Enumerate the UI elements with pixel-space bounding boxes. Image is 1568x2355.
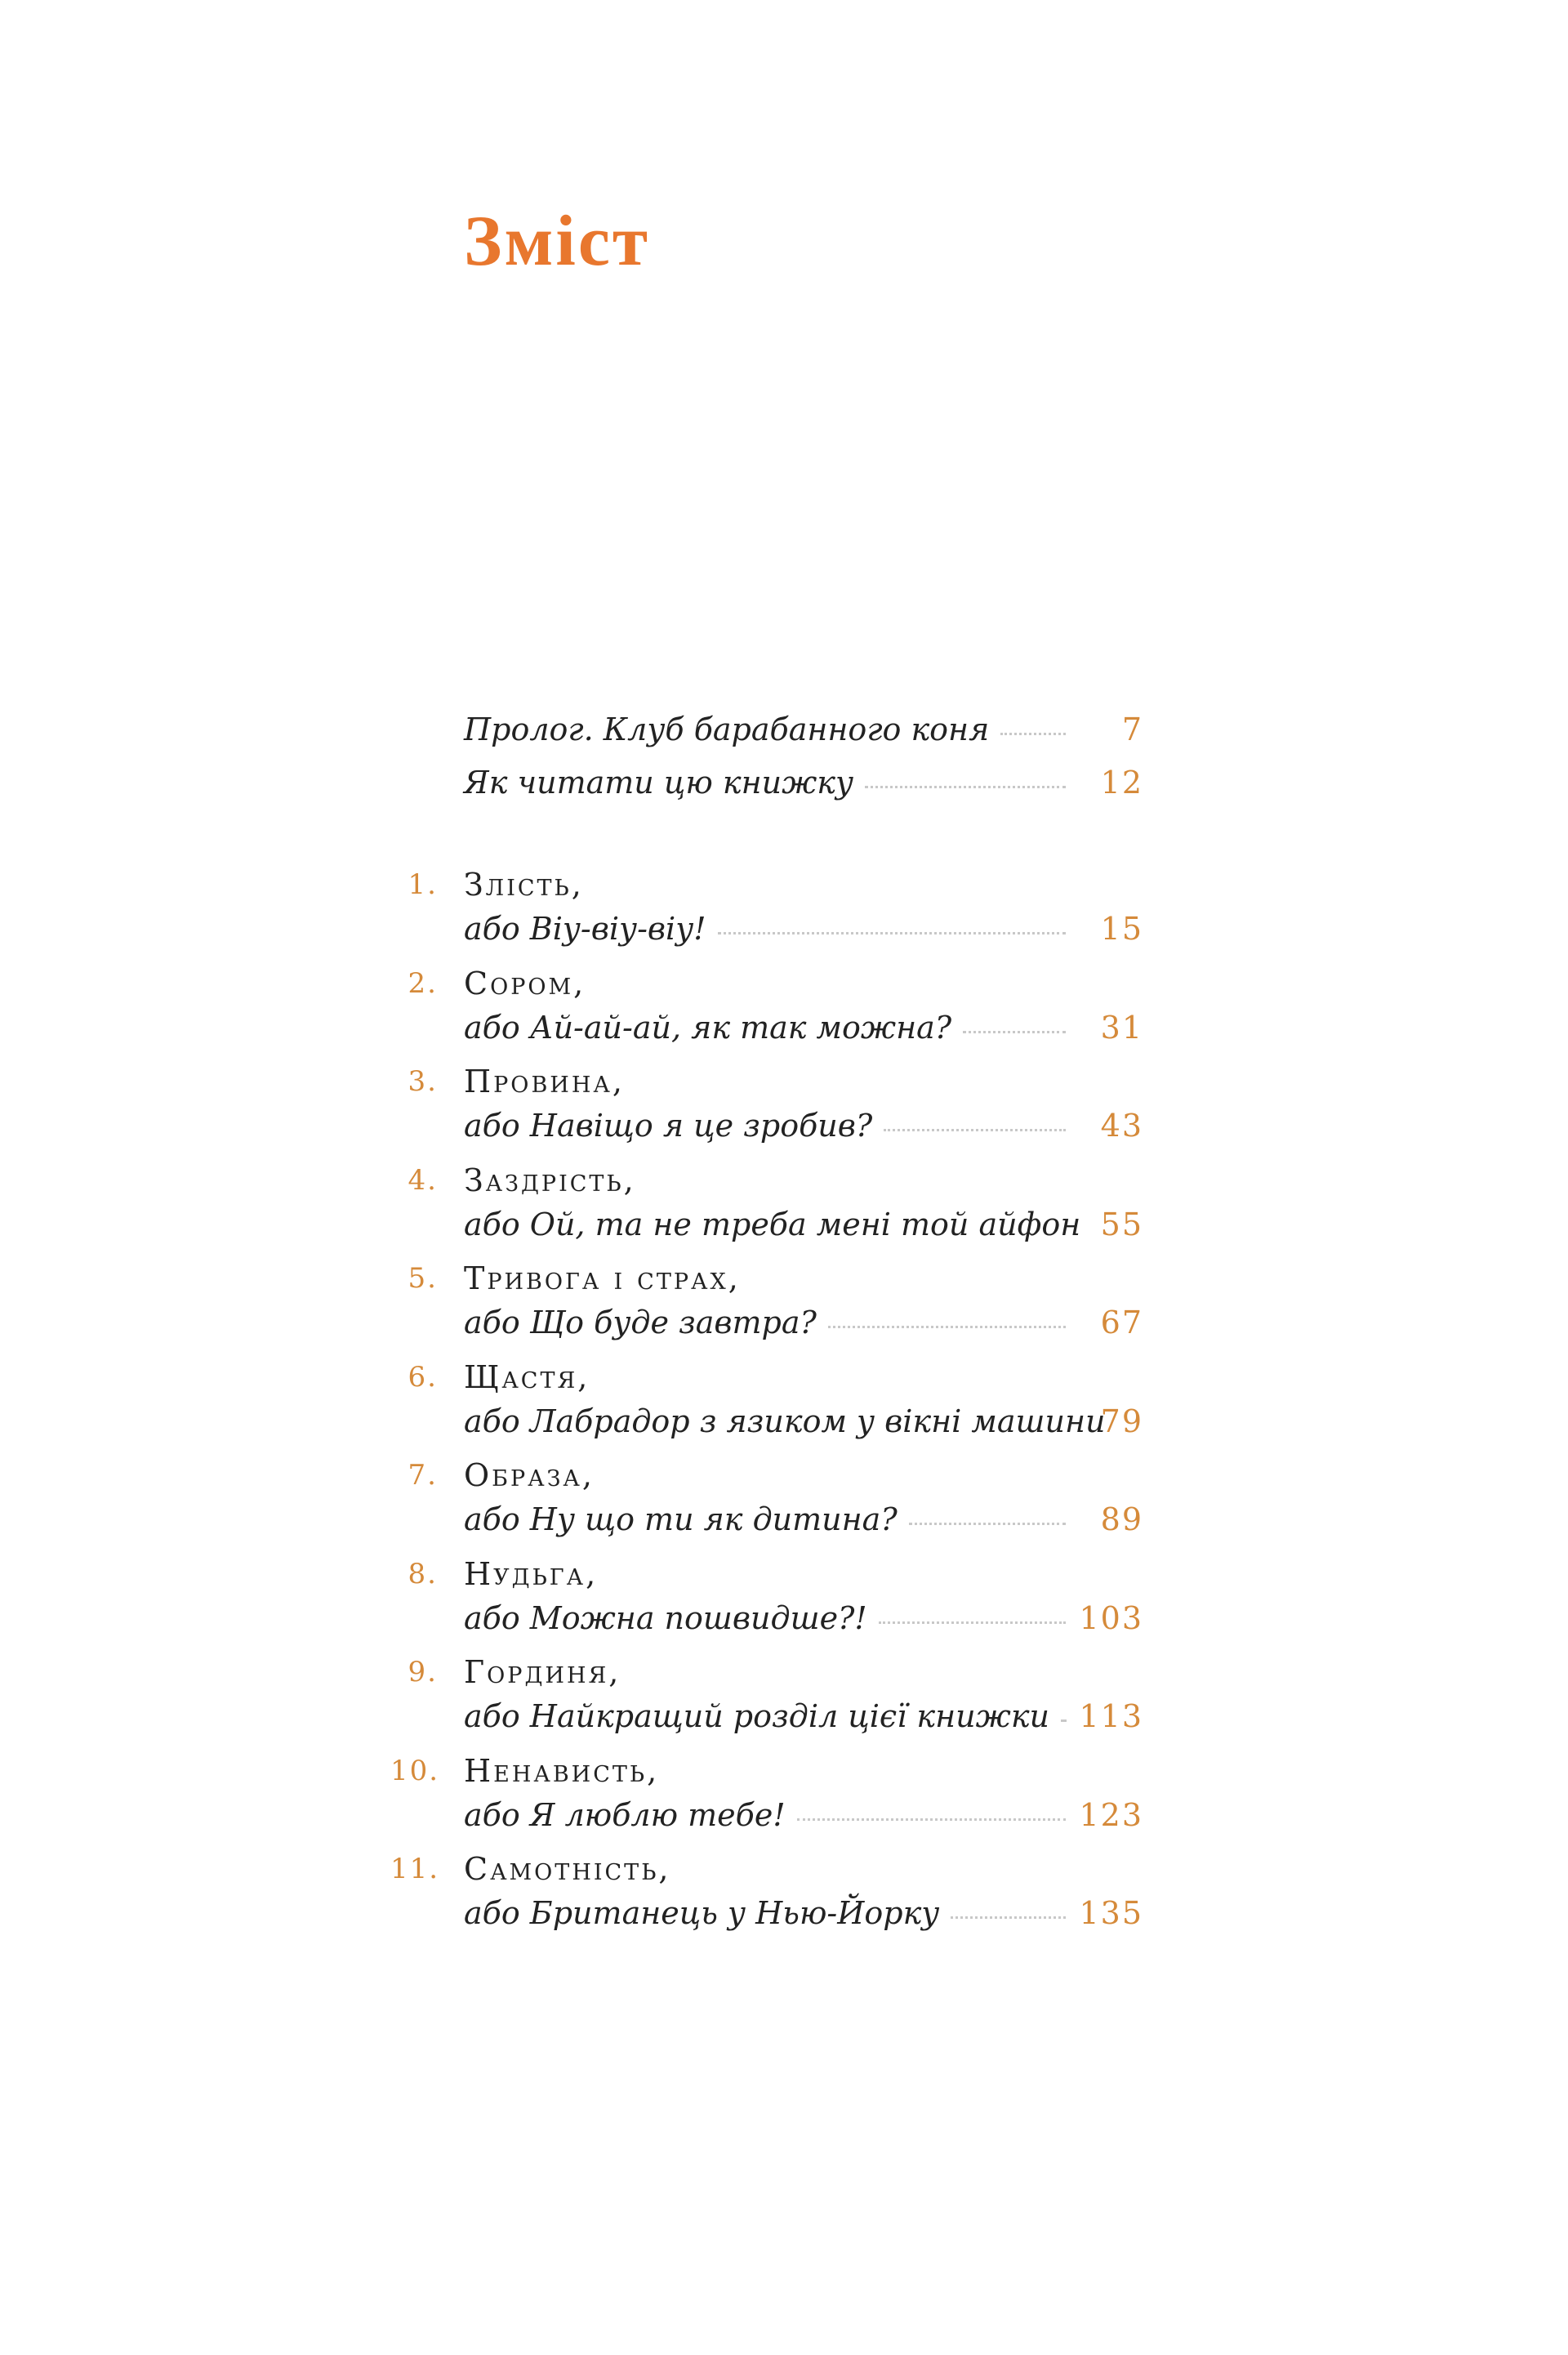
chapter-heading[interactable]	[0, 1748, 1568, 1797]
chapter-number: 8.	[408, 1558, 438, 1590]
chapter-heading[interactable]	[0, 1157, 1568, 1206]
page-number: 7	[1121, 711, 1143, 747]
chapter-number: 5.	[408, 1262, 438, 1295]
toc-entry-row[interactable]	[0, 707, 1568, 756]
chapter-subtitle: або Британець у Нью-Йорку	[464, 1895, 940, 1931]
chapter-heading[interactable]	[0, 862, 1568, 911]
chapter-number: 4.	[408, 1164, 438, 1197]
dot-leader	[865, 786, 1066, 788]
dot-leader	[884, 1129, 1066, 1131]
chapter-subtitle: або Найкращий розділ цієї книжки	[464, 1698, 1049, 1734]
chapter-number: 1.	[408, 868, 438, 901]
toc-entry-row[interactable]	[0, 1595, 1568, 1644]
dot-leader	[879, 1621, 1066, 1624]
chapter-heading[interactable]	[0, 1354, 1568, 1403]
dot-leader	[951, 1916, 1066, 1919]
chapter-heading[interactable]	[0, 1846, 1568, 1895]
chapter-number: 9.	[408, 1656, 438, 1688]
toc-entry-row[interactable]	[0, 1496, 1568, 1545]
dot-leader	[797, 1818, 1066, 1821]
chapter-subtitle: або Можна пошвидше?!	[464, 1600, 867, 1636]
chapter-title: Сором,	[464, 966, 586, 1001]
page-number: 103	[1079, 1600, 1143, 1636]
page-title: Зміст	[464, 202, 651, 281]
page-number: 55	[1100, 1206, 1143, 1242]
chapter-subtitle: або Навіщо я це зробив?	[464, 1108, 873, 1144]
dot-leader	[909, 1523, 1066, 1525]
chapter-title: Провина,	[464, 1064, 625, 1099]
toc-entry-row[interactable]	[0, 1005, 1568, 1054]
chapter-title: Щастя,	[464, 1359, 590, 1395]
chapter-number: 2.	[408, 967, 438, 1000]
chapter-title: Образа,	[464, 1457, 595, 1493]
chapter-title: Заздрість,	[464, 1162, 636, 1198]
chapter-heading[interactable]	[0, 1059, 1568, 1108]
page-number: 135	[1079, 1895, 1143, 1931]
chapter-subtitle: або Що буде завтра?	[464, 1305, 817, 1340]
toc-entry-row[interactable]	[0, 1202, 1568, 1251]
chapter-subtitle: або Ну що ти як дитина?	[464, 1501, 898, 1537]
chapter-number: 11.	[390, 1853, 440, 1885]
chapter-title: Нудьга,	[464, 1556, 599, 1592]
chapter-number: 7.	[408, 1459, 438, 1492]
toc-intro-text: Як читати цю книжку	[464, 765, 854, 801]
page-number: 113	[1079, 1698, 1143, 1734]
toc-entry-row[interactable]	[0, 906, 1568, 955]
chapter-heading[interactable]	[0, 1551, 1568, 1600]
page-number: 67	[1100, 1305, 1143, 1340]
chapter-title: Тривога і страх,	[464, 1260, 741, 1296]
chapter-subtitle: або Віу-віу-віу!	[464, 911, 706, 947]
chapter-subtitle: або Ай-ай-ай, як так можна?	[464, 1010, 952, 1046]
chapter-number: 3.	[408, 1065, 438, 1098]
toc-entry-row[interactable]	[0, 1300, 1568, 1349]
chapter-number: 10.	[390, 1755, 440, 1787]
chapter-subtitle: або Лабрадор з язиком у вікні машини	[464, 1403, 1106, 1439]
chapter-heading[interactable]	[0, 1452, 1568, 1501]
toc-entry-row[interactable]	[0, 1398, 1568, 1447]
chapter-heading[interactable]	[0, 1649, 1568, 1698]
chapter-heading[interactable]	[0, 1256, 1568, 1305]
page-number: 12	[1100, 765, 1143, 801]
dot-leader	[1061, 1719, 1066, 1722]
toc-entry-row[interactable]	[0, 1693, 1568, 1742]
chapter-subtitle: або Ой, та не треба мені той айфон	[464, 1206, 1081, 1242]
toc-entry-row[interactable]	[0, 1103, 1568, 1152]
chapter-number: 6.	[408, 1361, 438, 1394]
chapter-title: Гординя,	[464, 1654, 621, 1690]
toc-entry-row[interactable]	[0, 1792, 1568, 1841]
chapter-title: Злість,	[464, 867, 584, 903]
chapter-title: Самотність,	[464, 1851, 671, 1887]
chapter-title: Ненависть,	[464, 1753, 660, 1789]
toc-entry-row[interactable]	[0, 760, 1568, 809]
page-number: 15	[1100, 911, 1143, 947]
page-number: 123	[1079, 1797, 1143, 1833]
chapter-subtitle: або Я люблю тебе!	[464, 1797, 786, 1833]
dot-leader	[718, 932, 1066, 934]
dot-leader	[963, 1031, 1066, 1033]
dot-leader	[1000, 733, 1066, 735]
toc-entry-row[interactable]	[0, 1890, 1568, 1939]
chapter-heading[interactable]	[0, 961, 1568, 1010]
page-number: 43	[1100, 1108, 1143, 1144]
page-number: 31	[1100, 1010, 1143, 1046]
page-number: 89	[1100, 1501, 1143, 1537]
toc-intro-text: Пролог. Клуб барабанного коня	[464, 711, 990, 747]
page-number: 79	[1100, 1403, 1143, 1439]
dot-leader	[828, 1326, 1066, 1328]
